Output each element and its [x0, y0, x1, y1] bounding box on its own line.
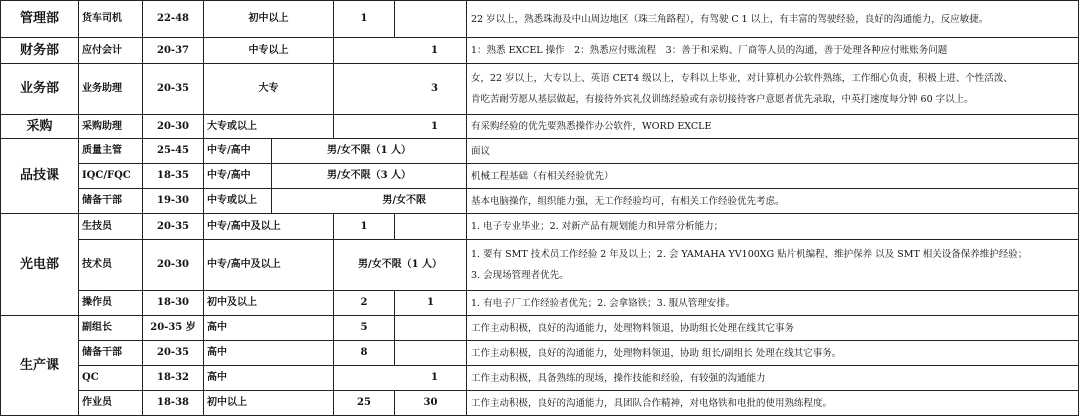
dept-cell: 采购	[1, 115, 79, 139]
count-cell: 8	[334, 341, 395, 366]
requirement-line: 工作主动积极，良好的沟通能力，处理物料领退，协助组长处理在线其它事务	[471, 322, 795, 334]
age-cell: 20-35	[143, 214, 204, 240]
count-cell	[395, 316, 467, 341]
education-cell: 高中	[204, 316, 334, 341]
gender-cell: 男/女不限（1 人）	[272, 139, 467, 164]
requirement-cell	[467, 139, 1079, 164]
education-cell: 初中以上	[204, 1, 334, 38]
requirement-cell	[467, 316, 1079, 341]
requirement-cell	[467, 214, 1079, 240]
table-row	[1, 316, 1079, 341]
requirement-cell	[467, 291, 1079, 316]
table-row	[1, 164, 1079, 189]
gender-cell: 男/女不限（1 人）	[334, 240, 467, 291]
position-cell: 操作员	[79, 291, 143, 316]
count-cell: 1	[334, 214, 395, 240]
count-cell: 5	[334, 316, 395, 341]
education-cell: 中专/高中	[204, 164, 272, 189]
requirement-cell	[467, 38, 1079, 64]
position-cell: 应付会计	[79, 38, 143, 64]
dept-cell: 品技课	[1, 139, 79, 214]
requirement-line: 工作主动积极，具备熟练的现场，操作技能和经验，有较强的沟通能力	[471, 372, 766, 384]
table-row	[1, 189, 1079, 214]
count-cell	[395, 214, 467, 240]
table-row	[1, 1, 1079, 38]
position-cell: IQC/FQC	[79, 164, 143, 189]
position-cell: 储备干部	[79, 341, 143, 366]
dept-cell: 管理部	[1, 1, 79, 38]
requirement-line: 肯吃苦耐劳愿从基层做起，有接待外宾礼仪训练经验或有亲切接待客户意愿者优先录取，中英打速度每分钟 60 字以上。	[471, 94, 974, 105]
requirement-line: 有采购经验的优先要熟悉操作办公软件，WORD EXCLE	[471, 121, 712, 132]
position-cell: 业务助理	[79, 64, 143, 115]
position-cell: 生技员	[79, 214, 143, 240]
age-cell: 20-35	[143, 64, 204, 115]
requirement-line: 1. 电子专业毕业；2. 对新产品有规划能力和异常分析能力；	[471, 221, 724, 232]
position-cell: QC	[79, 366, 143, 391]
age-cell: 20-30	[143, 115, 204, 139]
age-cell: 20-30	[143, 240, 204, 291]
age-cell: 18-32	[143, 366, 204, 391]
table-row	[1, 38, 1079, 64]
requirement-cell	[467, 1, 1079, 38]
age-cell: 18-38	[143, 391, 204, 416]
count-cell: 1	[334, 366, 467, 391]
requirement-line: 22 岁以上，熟悉珠海及中山周边地区（珠三角路程），有驾驶 C 1 以上，有丰富的驾驶经验，良好的沟通能力，反应敏捷。	[471, 13, 989, 25]
count-cell: 1	[334, 1, 395, 38]
count-cell: 30	[395, 391, 467, 416]
education-cell: 大专	[204, 64, 334, 115]
table-row	[1, 214, 1079, 240]
count-cell: 2	[334, 291, 395, 316]
education-cell: 高中	[204, 366, 334, 391]
requirement-line: 3. 会现场管理者优先。	[471, 270, 569, 281]
requirement-line: 女，22 岁以上，大专以上、英语 CET4 级以上，专科以上毕业，对计算机办公软件熟练，工作细心负责，积极上进、个性活泼、	[471, 73, 1013, 84]
position-cell: 作业员	[79, 391, 143, 416]
table-row	[1, 139, 1079, 164]
education-cell: 高中	[204, 341, 334, 366]
table-row	[1, 291, 1079, 316]
position-cell: 技术员	[79, 240, 143, 291]
requirement-cell	[467, 391, 1079, 416]
education-cell: 初中及以上	[204, 291, 334, 316]
count-cell: 1	[334, 38, 467, 64]
education-cell: 大专或以上	[204, 115, 334, 139]
education-cell: 中专以上	[204, 38, 334, 64]
table-row	[1, 366, 1079, 391]
requirement-line: 工作主动积极，良好的沟通能力，具团队合作精神，对电烙铁和电批的使用熟练程度。	[471, 397, 833, 409]
age-cell: 19-30	[143, 189, 204, 214]
dept-cell: 财务部	[1, 38, 79, 64]
count-cell: 1	[395, 291, 467, 316]
count-cell: 25	[334, 391, 395, 416]
count-cell	[395, 1, 467, 38]
education-cell: 中专/高中及以上	[204, 214, 334, 240]
requirement-line: 1. 要有 SMT 技术员工作经验 2 年及以上；2. 会 YAMAHA YV100XG 贴片机编程、维护保养 以及 SMT 相关设备保养维护经验；	[471, 249, 1028, 260]
requirement-cell	[467, 64, 1079, 115]
position-cell: 储备干部	[79, 189, 143, 214]
table-row	[1, 115, 1079, 139]
requirement-cell	[467, 164, 1079, 189]
age-cell: 20-35	[143, 341, 204, 366]
age-cell: 22-48	[143, 1, 204, 38]
requirement-line: 基本电脑操作，组织能力强，无工作经验均可，有相关工作经验优先考虑。	[471, 195, 785, 207]
requirement-cell	[467, 240, 1079, 291]
requirement-line: 1. 有电子厂工作经验者优先；2. 会拿铬铁；3. 服从管理安排。	[471, 297, 736, 309]
position-cell: 副组长	[79, 316, 143, 341]
table-row	[1, 391, 1079, 416]
position-cell: 质量主管	[79, 139, 143, 164]
age-cell: 25-45	[143, 139, 204, 164]
count-cell: 1	[334, 115, 467, 139]
table-row	[1, 240, 1079, 291]
requirement-cell	[467, 366, 1079, 391]
dept-cell: 生产课	[1, 316, 79, 416]
requirement-line: 工作主动积极，良好的沟通能力，处理物料领退，协助 组长/副组长 处理在线其它事务。	[471, 347, 842, 359]
requirement-cell	[467, 341, 1079, 366]
requirement-cell	[467, 115, 1079, 139]
count-cell: 3	[334, 64, 467, 115]
age-cell: 20-35 岁	[143, 316, 204, 341]
gender-cell: 男/女不限（3 人）	[272, 164, 467, 189]
table-row	[1, 64, 1079, 115]
education-cell: 中专/高中及以上	[204, 240, 334, 291]
position-cell: 货车司机	[79, 1, 143, 38]
age-cell: 18-35	[143, 164, 204, 189]
dept-cell: 光电部	[1, 214, 79, 316]
age-cell: 18-30	[143, 291, 204, 316]
requirement-cell	[467, 189, 1079, 214]
requirement-line: 机械工程基础（有相关经验优先）	[471, 170, 614, 182]
requirement-line: 1：熟悉 EXCEL 操作 2：熟悉应付账流程 3：善于和采购、厂商等人员的沟通，善于处理各种应付账账务问题	[471, 45, 948, 56]
age-cell: 20-37	[143, 38, 204, 64]
education-cell: 中专或以上	[204, 189, 272, 214]
requirement-line: 面议	[471, 145, 491, 157]
gender-cell: 男/女不限	[272, 189, 467, 214]
count-cell	[395, 341, 467, 366]
dept-cell: 业务部	[1, 64, 79, 115]
education-cell: 中专/高中	[204, 139, 272, 164]
table-row	[1, 341, 1079, 366]
position-cell: 采购助理	[79, 115, 143, 139]
education-cell: 初中以上	[204, 391, 334, 416]
